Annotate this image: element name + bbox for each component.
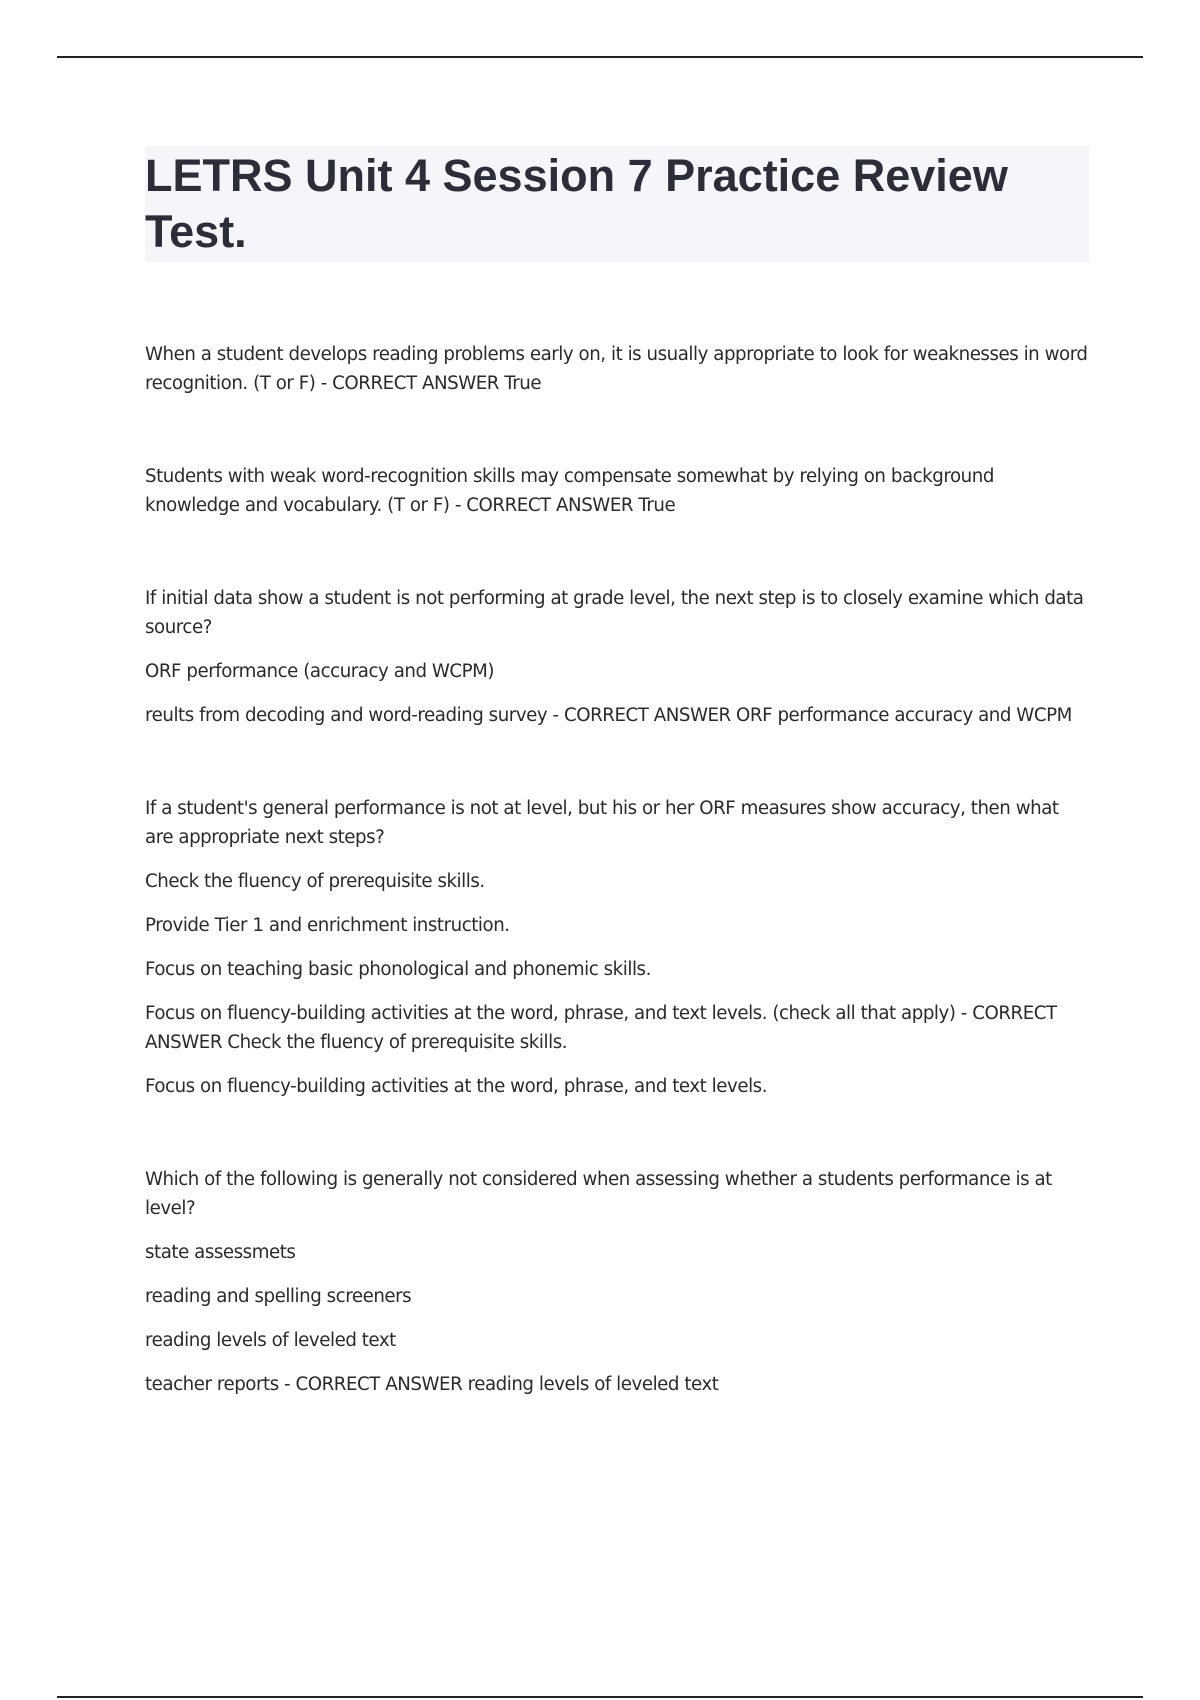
answer-option: ORF performance (accuracy and WCPM) [145,661,495,682]
answer-option: reading levels of leveled text [145,1330,396,1351]
question-3 [145,584,1089,730]
question-text: Students with weak word-recognition skills may compensate somewhat by relying on background knowledge and vocabulary. (T or F) - CORRECT ANSWER True [145,466,994,516]
answer-option: Check the fluency of prerequisite skills. [145,871,485,892]
question-5 [145,1165,1089,1399]
answer-option: state assessmets [145,1242,296,1263]
question-4 [145,794,1089,1101]
question-text: If a student's general performance is not at level, but his or her ORF measures show accuracy, then what are appropriate next steps? [145,798,1059,848]
question-2 [145,462,1089,520]
answer-option: teacher reports - CORRECT ANSWER reading levels of leveled text [145,1374,719,1395]
question-text: Which of the following is generally not considered when assessing whether a students performance is at level? [145,1169,1052,1219]
answer-option: reading and spelling screeners [145,1286,412,1307]
question-text: When a student develops reading problems early on, it is usually appropriate to look for weaknesses in word recognition. (T or F) - CORRECT ANSWER True [145,344,1088,394]
page-title: LETRS Unit 4 Session 7 Practice Review Test. [145,150,1008,257]
answer-option: Focus on fluency-building activities at the word, phrase, and text levels. [145,1076,768,1097]
title-banner [145,146,1089,262]
answer-option: Focus on fluency-building activities at the word, phrase, and text levels. (check all that apply) - CORRECT ANSWER Check the fluency of prerequisite skills. [145,1003,1057,1053]
question-1 [145,340,1089,398]
answer-option: Provide Tier 1 and enrichment instruction. [145,915,510,936]
question-text: If initial data show a student is not performing at grade level, the next step is to closely examine which data source? [145,588,1084,638]
top-divider [57,56,1143,58]
answer-option: reults from decoding and word-reading survey - CORRECT ANSWER ORF performance accuracy and WCPM [145,705,1072,726]
bottom-divider [57,1696,1143,1698]
answer-option: Focus on teaching basic phonological and phonemic skills. [145,959,651,980]
document-body [145,146,1089,1463]
